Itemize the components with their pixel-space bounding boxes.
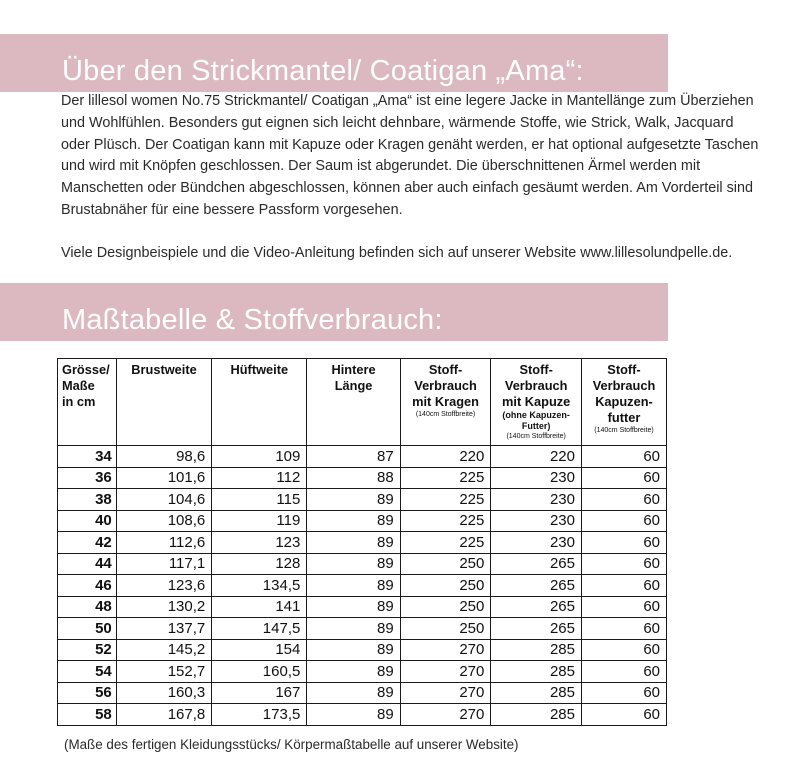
table-cell: 104,6 [116,489,212,511]
table-cell: 112,6 [116,532,212,554]
table-cell: 115 [212,489,307,511]
table-cell: 88 [307,467,400,489]
section-banner-about [0,34,668,92]
header-label-line: in cm [62,394,96,409]
table-cell: 167,8 [116,704,212,726]
table-cell: 270 [400,682,491,704]
header-label-line: Stoff- [607,362,641,377]
table-cell: 89 [307,661,400,683]
section-banner-size-table [0,283,668,341]
header-label-line: Länge [334,378,373,393]
header-label-line: (140cm Stoffbreite) [415,411,476,418]
table-cell: 250 [400,596,491,618]
website-paragraph: Viele Designbeispiele und die Video-Anleitung befinden sich auf unserer Website www.lillesolundpelle.de. [61,244,733,261]
table-cell: 119 [212,510,307,532]
table-cell: 160,3 [116,682,212,704]
table-cell: 60 [581,596,666,618]
section-title-size-table: Maßtabelle & Stoffverbrauch: [62,304,443,336]
header-label-line: Futter) [521,421,551,431]
header-label-line: (140cm Stoffbreite) [594,427,654,434]
table-cell: 48 [58,596,117,618]
table-row [58,467,667,489]
table-cell: 89 [307,575,400,597]
table-cell: 270 [400,704,491,726]
header-label-line: Hüftweite [230,362,289,377]
header-label-line: mit Kragen [412,394,479,409]
table-cell: 145,2 [116,639,212,661]
section-title-about: Über den Strickmantel/ Coatigan „Ama“: [62,55,584,87]
table-cell: 225 [400,532,491,554]
header-label-line: mit Kapuze [502,394,571,409]
table-row [58,682,667,704]
table-cell: 87 [307,446,400,468]
header-fabric-collar [400,359,491,446]
table-cell: 285 [491,682,582,704]
table-cell: 112 [212,467,307,489]
table-cell: 285 [491,661,582,683]
table-cell: 60 [581,704,666,726]
table-cell: 109 [212,446,307,468]
table-row [58,510,667,532]
table-cell: 265 [491,596,582,618]
table-cell: 89 [307,618,400,640]
table-cell: 173,5 [212,704,307,726]
table-cell: 134,5 [212,575,307,597]
table-cell: 270 [400,661,491,683]
table-cell: 152,7 [116,661,212,683]
table-footnote: (Maße des fertigen Kleidungsstücks/ Körpermaßtabelle auf unserer Website) [64,737,519,752]
table-cell: 265 [491,575,582,597]
table-cell: 56 [58,682,117,704]
table-cell: 60 [581,532,666,554]
header-label-line: Kapuzen- [595,394,653,409]
table-row [58,639,667,661]
table-row [58,489,667,511]
table-cell: 89 [307,682,400,704]
header-label-line: (140cm Stoffbreite) [506,433,566,440]
size-table-header-row [58,359,667,446]
table-cell: 270 [400,639,491,661]
table-cell: 60 [581,661,666,683]
table-cell: 50 [58,618,117,640]
table-row [58,704,667,726]
table-cell: 160,5 [212,661,307,683]
table-cell: 147,5 [212,618,307,640]
table-cell: 128 [212,553,307,575]
table-cell: 60 [581,553,666,575]
table-cell: 230 [491,532,582,554]
table-cell: 54 [58,661,117,683]
size-table [57,358,667,726]
header-label-line: futter [607,410,641,425]
table-cell: 123,6 [116,575,212,597]
table-cell: 101,6 [116,467,212,489]
header-chest-width [116,359,212,446]
header-label-line: Stoff- [519,362,553,377]
table-cell: 108,6 [116,510,212,532]
table-cell: 89 [307,639,400,661]
table-cell: 285 [491,639,582,661]
table-cell: 89 [307,704,400,726]
table-cell: 60 [581,489,666,511]
table-cell: 117,1 [116,553,212,575]
table-cell: 60 [581,446,666,468]
table-cell: 60 [581,575,666,597]
header-label-line: Hintere [331,362,376,377]
table-cell: 60 [581,467,666,489]
table-row [58,532,667,554]
table-cell: 225 [400,467,491,489]
table-cell: 141 [212,596,307,618]
header-size [58,359,117,446]
table-row [58,661,667,683]
table-cell: 52 [58,639,117,661]
table-cell: 250 [400,553,491,575]
table-row [58,596,667,618]
header-label-line: Verbrauch [414,378,477,393]
table-cell: 44 [58,553,117,575]
table-cell: 89 [307,510,400,532]
table-row [58,618,667,640]
header-label-line: Verbrauch [592,378,656,393]
table-cell: 137,7 [116,618,212,640]
table-cell: 60 [581,682,666,704]
table-cell: 89 [307,532,400,554]
header-label-line: Maße [62,378,95,393]
table-cell: 36 [58,467,117,489]
table-cell: 123 [212,532,307,554]
header-label-line: Stoff- [428,362,463,377]
table-cell: 285 [491,704,582,726]
header-hip-width [212,359,307,446]
table-cell: 98,6 [116,446,212,468]
table-cell: 89 [307,489,400,511]
table-cell: 250 [400,575,491,597]
header-back-length [307,359,400,446]
table-cell: 58 [58,704,117,726]
table-cell: 250 [400,618,491,640]
table-cell: 60 [581,618,666,640]
table-cell: 154 [212,639,307,661]
table-cell: 34 [58,446,117,468]
table-cell: 220 [491,446,582,468]
table-cell: 60 [581,639,666,661]
table-cell: 230 [491,489,582,511]
table-row [58,575,667,597]
header-label-line: Verbrauch [504,378,568,393]
table-cell: 38 [58,489,117,511]
table-cell: 89 [307,596,400,618]
table-cell: 225 [400,489,491,511]
table-cell: 46 [58,575,117,597]
table-cell: 60 [581,510,666,532]
table-cell: 40 [58,510,117,532]
table-cell: 220 [400,446,491,468]
table-cell: 225 [400,510,491,532]
intro-paragraph: Der lillesol women No.75 Strickmantel/ Coatigan „Ama“ ist eine legere Jacke in Mantellänge zum Überziehen und Wohlfühlen. Besonders gut eignen sich leicht dehnbare, wärmende Stoffe, wie Strick, Walk, Jacquard oder Plüsch. Der Coatigan kann mit Kapuze oder Kragen genäht werden, er hat optional aufgesetzte Taschen und wird mit Knöpfen geschlossen. Der Saum ist abgerundet. Die überschnittenen Ärmel werden mit Manschetten oder Bündchen abgeschlossen, können aber auch einfach gesäumt werden. Am Vorderteil sind Brustabnäher für eine bessere Passform vorgesehen. [61,93,759,218]
table-cell: 130,2 [116,596,212,618]
header-label-line: Brustweite [131,362,197,377]
header-fabric-hood [491,359,582,446]
header-fabric-hood-lining [581,359,666,446]
table-cell: 230 [491,510,582,532]
table-cell: 230 [491,467,582,489]
header-label-line: Grösse/ [62,362,110,377]
table-cell: 265 [491,618,582,640]
table-row [58,553,667,575]
table-cell: 167 [212,682,307,704]
table-cell: 265 [491,553,582,575]
intro-text [61,91,766,265]
table-row [58,446,667,468]
table-cell: 42 [58,532,117,554]
header-label-line: (ohne Kapuzen- [502,410,570,420]
table-cell: 89 [307,553,400,575]
